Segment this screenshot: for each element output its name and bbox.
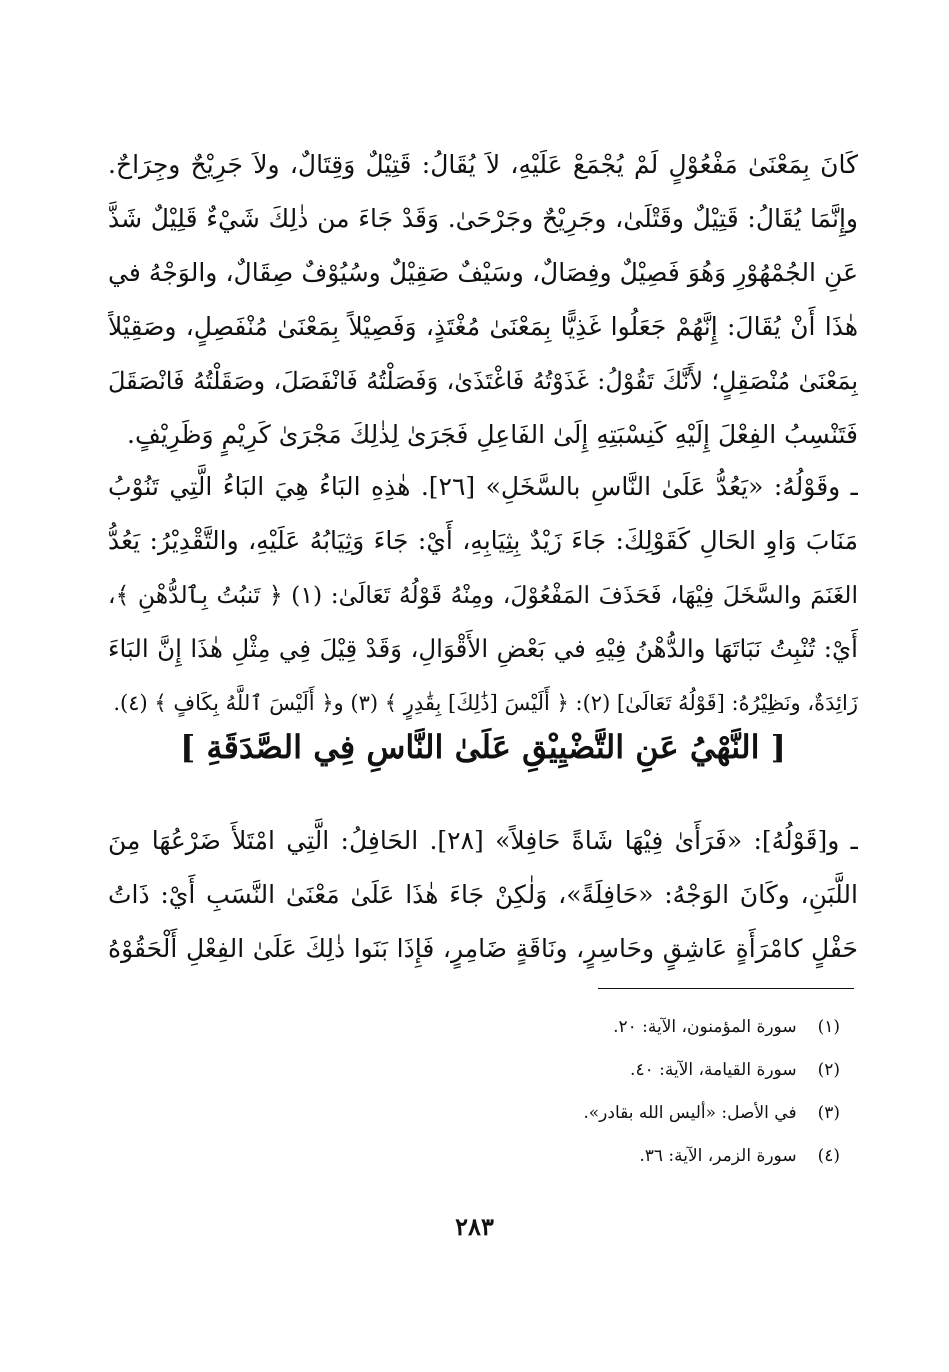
footnote-item: [400, 1006, 840, 1049]
text-line: فَتَنْسِبُ الفِعْلَ إِلَيْهِ كَنِسْبَتِهِ إِلَىٰ الفَاعِلِ فَجَرَىٰ لِذٰلِكَ مَجْرَىٰ كَرِيْمٍ وَظَرِيْفٍ.: [127, 420, 858, 449]
paragraph-2: [108, 460, 858, 730]
footnote-text: سورة القيامة، الآية: ٤٠.: [630, 1060, 797, 1080]
text-line: كَانَ بِمَعْنَىٰ مَفْعُوْلٍ لَمْ يُجْمَعْ عَلَيْهِ، لاَ يُقَالُ: قَتِيْلٌ وَقِتَالٌ، ولاَ جَرِيْحٌ وجِرَاحٌ.: [108, 150, 858, 179]
text-line: ـ و[قَوْلُهُ]: «فَرَأَىٰ فِيْهَا شَاةً حَافِلاً» [٢٨]. الحَافِلُ: الَّتِي امْتَلأَ ضَرْعُهَا مِنَ: [108, 826, 858, 855]
section-heading: [ النَّهْيُ عَنِ التَّضْيِيْقِ عَلَىٰ النَّاسِ فِي الصَّدَقَةِ ]: [180, 728, 786, 766]
text-line: ـ وقَوْلُهُ: «يَعُدُّ عَلَىٰ النَّاسِ بالسَّخَلِ» [٢٦]. هٰذِهِ البَاءُ هِيَ البَاءُ الَّتِي تَنُوْبُ: [108, 472, 858, 501]
text-line: وإِنَّمَا يُقَالُ: قَتِيْلٌ وقَتْلَىٰ، وجَرِيْحٌ وجَرْحَىٰ. وَقَدْ جَاءَ من ذٰلِكَ شَيْءٌ قَلِيْلٌ شَذَّ: [108, 204, 858, 233]
text-line: بِمَعْنَىٰ مُنْصَقِلٍ؛ لأَنَّكَ تَقُوْلُ: غَذَوْتُهُ فَاغْتَذَىٰ، وَفَصَلْتُهُ فَانْفَصَلَ، وصَقَلْتُهُ فَانْصَقَلَ: [108, 367, 858, 395]
text-line: مَنَابَ وَاوِ الحَالِ كَقَوْلِكَ: جَاءَ زَيْدٌ بِثِيَابِهِ، أَيْ: جَاءَ وَثِيَابُهُ عَلَيْهِ، والتَّقْدِيْرُ: يَعُدُّ: [108, 526, 858, 555]
text-line: حَفْلٍ كامْرَأَةٍ عَاشِقٍ وحَاسِرٍ، ونَاقَةٍ ضَامِرٍ، فَإِذَا بَنَوا ذٰلِكَ عَلَىٰ الفِعْلِ أَلْحَقُوْهُ: [108, 934, 858, 963]
footnotes: [400, 1006, 840, 1178]
footnote-item: [400, 1092, 840, 1135]
text-line: زَائِدَةٌ، ونَظِيْرُهُ: [قَوْلُهُ تَعَالَىٰ] (٢): ﴿ أَلَيْسَ [ذَٰلِكَ] بِقَٰدِرٍ ﴾ (٣) و﴿ أَلَيْسَ ٱللَّهُ بِكَافٍ ﴾ (٤).: [113, 691, 858, 715]
footnote-number: (٢): [817, 1060, 840, 1080]
footnote-number: (٤): [817, 1146, 840, 1166]
footnote-item: [400, 1135, 840, 1178]
footnote-text: في الأصل: «أليس الله بقادر».: [583, 1103, 797, 1123]
text-line: اللَّبَنِ، وكَانَ الوَجْهُ: «حَافِلَةً»، وَلٰكِنْ جَاءَ هٰذَا عَلَىٰ مَعْنَىٰ النَّسَبِ أَيْ: ذَاتُ: [108, 880, 858, 909]
footnote-text: سورة المؤمنون، الآية: ٢٠.: [613, 1017, 797, 1037]
paragraph-3: [108, 814, 858, 976]
footnote-item: [400, 1049, 840, 1092]
text-line: الغَنَمَ والسَّخَلَ فِيْهَا، فَحَذَفَ المَفْعُوْلَ، ومِنْهُ قَوْلُهُ تَعَالَىٰ: (١) ﴿ تَنبُتُ بِٱلدُّهْنِ ﴾،: [108, 581, 858, 609]
text-line: أَيْ: تُنْبِتُ نَبَاتَهَا والدُّهْنُ فِيْهِ في بَعْضِ الأَقْوَالِ، وَقَدْ قِيْلَ فِي مِثْلِ هٰذَا إِنَّ البَاءَ: [108, 634, 858, 663]
footnote-number: (٣): [817, 1103, 840, 1123]
footnote-divider: [598, 988, 854, 989]
page-number: ٢٨٣: [455, 1212, 494, 1241]
footnote-number: (١): [817, 1017, 840, 1037]
text-line: هٰذَا أَنْ يُقَالَ: إِنَّهُمْ جَعَلُوا غَذِيًّا بِمَعْنَىٰ مُغْتَذٍ، وَفَصِيْلاً بِمَعْنَىٰ مُنْفَصِلٍ، وصَقِيْلاً: [108, 312, 858, 341]
paragraph-1: [108, 138, 858, 462]
text-line: عَنِ الجُمْهُوْرِ وَهُوَ فَصِيْلٌ وفِصَالٌ، وسَيْفٌ صَقِيْلٌ وسُيُوْفٌ صِقَالٌ، والوَجْهُ في: [108, 258, 858, 287]
footnote-text: سورة الزمر، الآية: ٣٦.: [639, 1146, 797, 1166]
